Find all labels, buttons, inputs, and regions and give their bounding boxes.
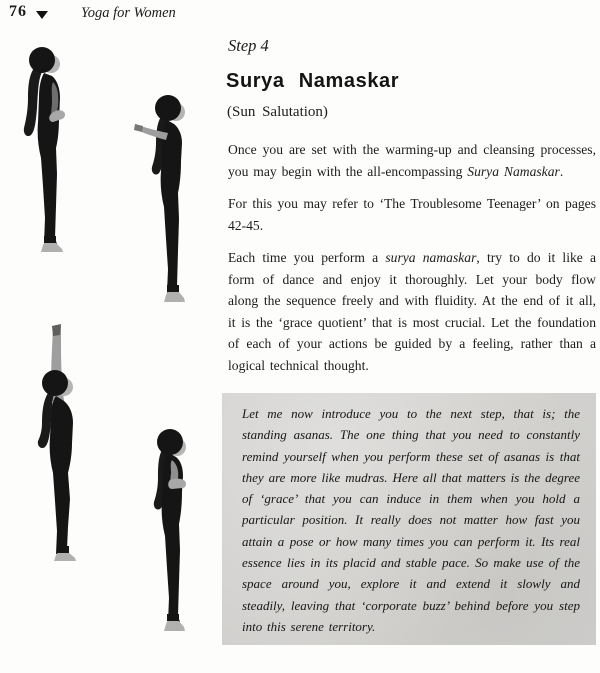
pose-silhouette-1 (14, 46, 70, 252)
paragraph-3 (228, 247, 596, 376)
article-title: Surya Namaskar (226, 70, 400, 92)
pose-silhouette-2 (132, 95, 192, 307)
pose-silhouette-4 (132, 428, 194, 632)
paragraph-3-text: Each time you perform a (228, 250, 386, 265)
body-copy (228, 139, 596, 387)
paragraph-3-italic: surya namaskar (385, 250, 477, 265)
paragraph-2 (228, 193, 596, 236)
yoga-pose-photo-arms-up (31, 321, 83, 561)
paragraph-1-text: Once you are set with the warming-up and cleansing processes, you may begin with the all-encompassing (228, 142, 596, 179)
down-triangle-icon (36, 11, 48, 19)
paragraph-3-end: , try to do it like a form of dance and enjoy it thoroughly. Let your body flow along the sequence freely and with fluidity. At the end of it all, it is the ‘grace quotient’ that is most crucial. Let the foundation of each of your actions be guided by a feeling, rather than a logical technical thought. (228, 250, 597, 373)
article-subtitle: (Sun Salutation) (227, 104, 328, 120)
paragraph-1-end: . (559, 163, 564, 179)
running-title: Yoga for Women (81, 5, 176, 21)
paragraph-2-text: For this you may refer to ‘The Troublesome Teenager’ on pages 42-45. (228, 196, 596, 233)
yoga-pose-photo-arms-back (132, 95, 192, 307)
step-label: Step 4 (228, 36, 269, 55)
callout-box (222, 393, 596, 645)
page-number: 76 (9, 3, 27, 20)
paragraph-1-italic: Surya Namaskar (467, 163, 560, 179)
callout-text: Let me now introduce you to the next step, that is; the standing asanas. The one thing that you need to constantly remind yourself when you perform these set of asanas is that they are more like mudras. Here all that matters is the degree of ‘grace’ that you can induce in them when you hold a particular position. It really does not matter how fast you attain a pose or how many times you can perform it. Its real essence lies in its placid and stable pace. So make use of the space around you, explore it and extend it slowly and steadily, leaving that ‘corporate buzz’ behind before you step into this serene territory. (242, 406, 580, 634)
yoga-pose-photo-folded-hands (132, 428, 194, 632)
pose-silhouette-3 (31, 321, 83, 561)
yoga-pose-photo-prayer (14, 46, 70, 252)
paragraph-1 (228, 139, 596, 182)
